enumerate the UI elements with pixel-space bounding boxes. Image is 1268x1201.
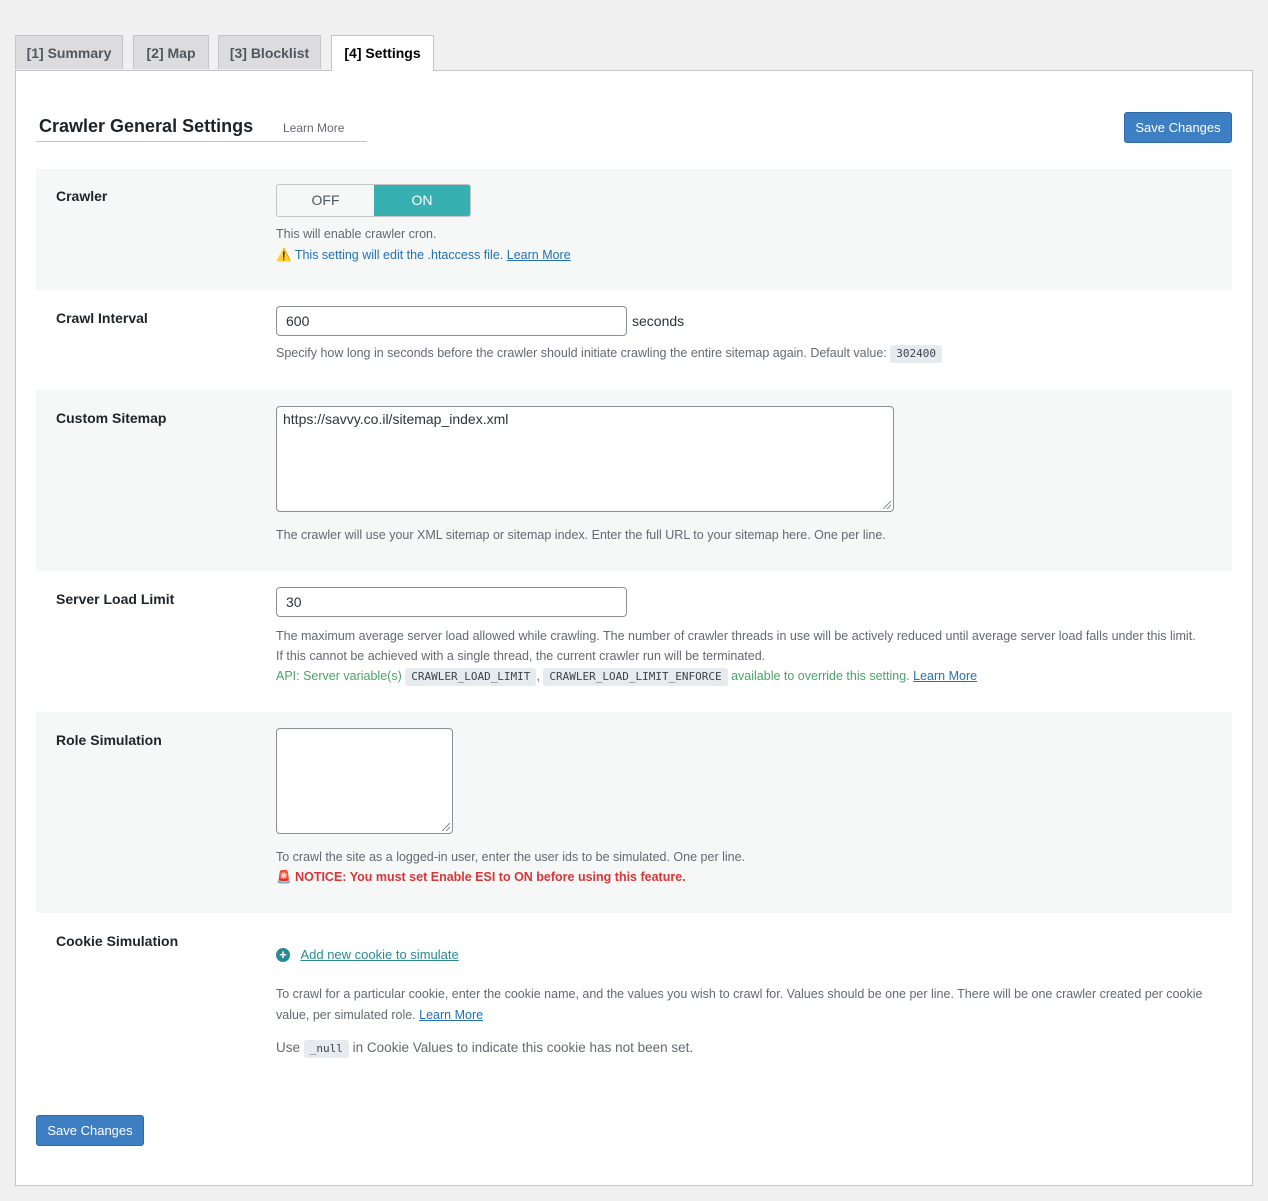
custom-sitemap-value: https://savvy.co.il/sitemap_index.xml (283, 411, 509, 427)
role-sim-label: Role Simulation (56, 732, 162, 748)
server-load-code2: CRAWLER_LOAD_LIMIT_ENFORCE (543, 668, 727, 686)
server-load-desc1: The maximum average server load allowed while crawling. The number of crawler threads in use will be actively reduced until average server load falls under this limit. (276, 629, 1196, 643)
custom-sitemap-textarea[interactable] (276, 406, 894, 512)
cookie-sim-use (276, 1040, 693, 1058)
crawler-row (36, 169, 1232, 290)
role-sim-textarea[interactable] (276, 728, 453, 834)
plus-circle-icon[interactable]: + (276, 948, 290, 962)
server-load-learn-more-link[interactable]: Learn More (913, 669, 978, 683)
server-load-api-suffix: available to override this setting. (731, 669, 910, 683)
crawl-interval-desc (276, 345, 942, 363)
header-divider (36, 141, 367, 142)
crawler-warning (276, 248, 571, 263)
crawler-learn-more-link[interactable]: Learn More (506, 248, 571, 262)
resize-handle-icon[interactable] (442, 823, 450, 831)
role-sim-notice (276, 870, 686, 885)
cookie-sim-desc2-text: value, per simulated role. (276, 1008, 416, 1022)
cookie-sim-label: Cookie Simulation (56, 933, 179, 949)
warning-icon: ⚠️ (276, 248, 292, 262)
crawl-interval-default: 302400 (890, 345, 942, 363)
server-load-input[interactable]: 30 (276, 587, 627, 617)
server-load-row (36, 571, 1232, 712)
role-sim-desc: To crawl the site as a logged-in user, enter the user ids to be simulated. One per line. (276, 850, 746, 864)
server-load-api-prefix: API: Server variable(s) (276, 669, 402, 683)
server-load-label: Server Load Limit (56, 591, 175, 607)
server-load-desc2: If this cannot be achieved with a single thread, the current crawler run will be terminated. (276, 649, 766, 663)
server-load-api (276, 668, 977, 686)
tab-map[interactable]: [2] Map (133, 35, 209, 69)
siren-icon: 🚨 (276, 870, 292, 884)
header-learn-more-link[interactable]: Learn More (283, 121, 345, 135)
settings-panel (15, 70, 1253, 1186)
cookie-sim-learn-more-link[interactable]: Learn More (419, 1008, 484, 1022)
crawl-interval-input[interactable]: 600 (276, 306, 627, 336)
cookie-sim-desc2 (276, 1008, 483, 1022)
save-button-top[interactable]: Save Changes (1124, 112, 1232, 143)
custom-sitemap-row (36, 390, 1232, 571)
crawl-interval-label: Crawl Interval (56, 310, 148, 326)
crawler-warning-text: This setting will edit the .htaccess file. (294, 248, 504, 262)
cookie-sim-use-prefix: Use (276, 1040, 301, 1055)
tab-summary[interactable]: [1] Summary (15, 35, 123, 69)
crawler-toggle[interactable] (276, 184, 471, 217)
crawl-interval-row (36, 290, 1232, 390)
cookie-sim-desc1: To crawl for a particular cookie, enter the cookie name, and the values you wish to crawl for. Values should be one per line. There will be one crawler created per cookie (276, 987, 1203, 1001)
cookie-sim-row (36, 913, 1232, 1083)
page-title: Crawler General Settings (39, 116, 254, 136)
resize-handle-icon[interactable] (883, 501, 891, 509)
server-load-code1: CRAWLER_LOAD_LIMIT (405, 668, 536, 686)
role-sim-notice-text: NOTICE: You must set Enable ESI to ON before using this feature. (295, 870, 686, 884)
add-cookie-link[interactable]: Add new cookie to simulate (300, 947, 459, 963)
custom-sitemap-desc: The crawler will use your XML sitemap or sitemap index. Enter the full URL to your sitemap here. One per line. (276, 528, 886, 542)
crawler-label: Crawler (56, 188, 108, 204)
role-sim-row (36, 712, 1232, 913)
cookie-sim-null-code: _null (304, 1040, 349, 1058)
tab-settings[interactable]: [4] Settings (331, 35, 434, 71)
tab-blocklist[interactable]: [3] Blocklist (218, 35, 321, 69)
crawler-off-option[interactable]: OFF (277, 185, 374, 216)
save-button-bottom[interactable]: Save Changes (36, 1115, 144, 1146)
custom-sitemap-label: Custom Sitemap (56, 410, 167, 426)
server-load-sep: , (536, 669, 540, 683)
crawler-on-option[interactable]: ON (374, 185, 470, 216)
crawler-desc: This will enable crawler cron. (276, 227, 437, 241)
cookie-sim-use-suffix: in Cookie Values to indicate this cookie has not been set. (352, 1040, 694, 1055)
add-cookie-control[interactable] (276, 946, 459, 964)
crawl-interval-desc-text: Specify how long in seconds before the crawler should initiate crawling the entire sitemap again. Default value: (276, 346, 887, 360)
crawl-interval-unit: seconds (632, 313, 685, 329)
